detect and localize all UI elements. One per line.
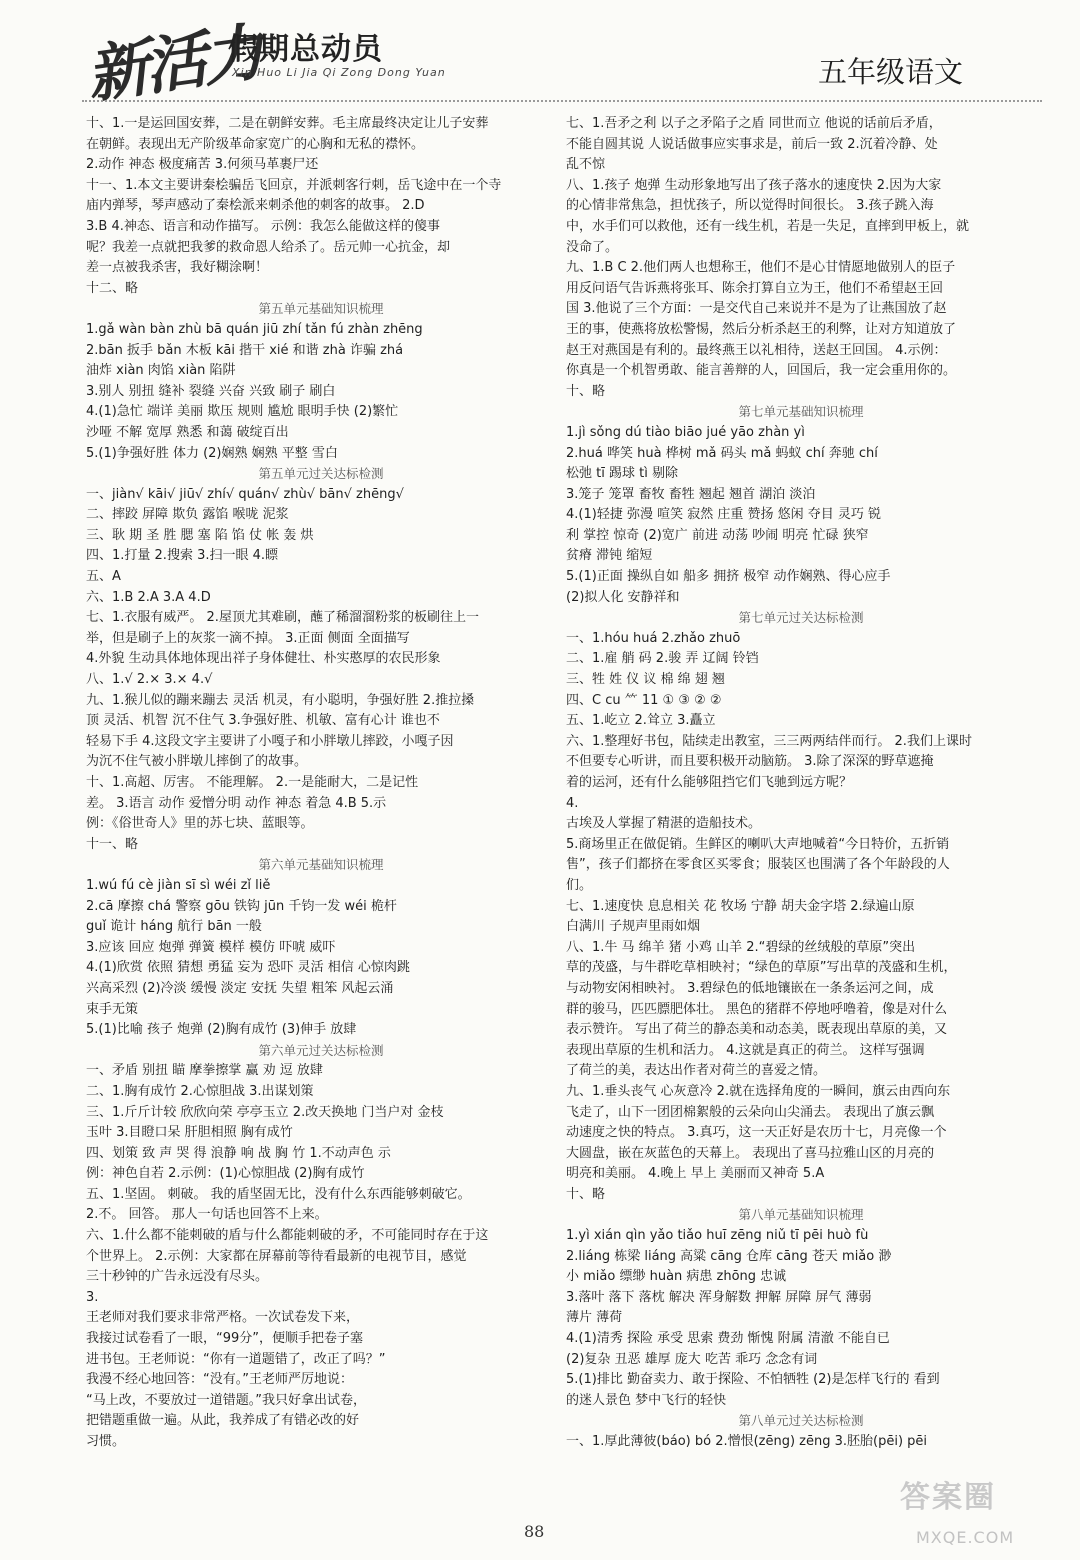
- answer-line: 十、1.高超、厉害。 不能理解。 2.一是能耐大，二是记性: [86, 775, 419, 790]
- answer-line: 五、1.坚固。 刺破。 我的盾坚固无比，没有什么东西能够刺破它。: [86, 1186, 471, 1202]
- answer-line: 4.(1)清秀 探险 承受 思索 费劲 惭愧 附属 清澈 不能自已: [566, 1331, 890, 1347]
- answer-line: 七、1.吾矛之利 以子之矛陷子之盾 同世而立 他说的话前后矛盾，: [566, 116, 942, 131]
- section-title: 第七单元基础知识梳理: [738, 404, 864, 420]
- answer-line: 不能自圆其说 人说话做事应实事求是，前后一致 2.沉着冷静、处: [566, 136, 938, 152]
- answer-line: 玉叶 3.目瞪口呆 肝胆相照 胸有成竹: [86, 1125, 293, 1141]
- answer-line: 草的茂盛，与牛群吃草相映衬；“绿色的草原”写出草的茂盛和生机，: [566, 960, 957, 976]
- answer-line: 个世界上。 2.示例：大家都在屏幕前等待看最新的电视节目，感觉: [86, 1248, 467, 1264]
- answer-line: 动速度之快的特点。 3.真巧，这一天正好是农历十七，月亮像一个: [566, 1125, 947, 1141]
- watermark-url: MXQE.COM: [916, 1528, 1015, 1547]
- answer-line: 国 3.他说了三个方面：一是交代自己来说并不是为了让燕国放了赵: [566, 301, 947, 317]
- answer-line: 一、1.hóu huá 2.zhǎo zhuō: [566, 630, 741, 646]
- grade-subject: 五年级语文: [818, 55, 964, 89]
- answer-line: 六、1.B 2.A 3.A 4.D: [86, 589, 211, 605]
- answer-line: 与动物安闲相映衬。 3.碧绿色的低地镶嵌在一条条运河之间，成: [566, 980, 934, 996]
- answer-line: 例：《俗世奇人》里的苏七块、蓝眼等。: [86, 816, 314, 832]
- answer-line: 十、1.一是运回国安葬，二是在朝鲜安葬。毛主席最终决定让儿子安葬: [86, 116, 489, 131]
- page-header: [0, 0, 1080, 110]
- answer-line: 差一点被我杀害，我好糊涂啊！: [86, 260, 269, 276]
- answer-line: 松弛 tī 踢球 tì 剔除: [566, 466, 678, 482]
- answer-line: 的迷人景色 梦中飞行的轻快: [566, 1392, 727, 1408]
- answer-line: 三十秒钟的广告永远没有尽头。: [86, 1269, 269, 1285]
- answer-line: 顶 灵活、机智 沉不住气 3.争强好胜、机敏、富有心计 谁也不: [86, 713, 440, 729]
- answer-line: (2)复杂 丑恶 雄厚 庞大 吃苦 乖巧 念念有词: [566, 1351, 818, 1367]
- answer-line: 2.huá 哗笑 huà 桦树 mǎ 码头 mǎ 蚂蚁 chí 奔驰 chí: [566, 445, 878, 461]
- section-title: 第五单元过关达标检测: [258, 466, 384, 482]
- answer-line: 二、1.雇 艄 码 2.骏 弄 辽阔 铃铛: [566, 651, 759, 667]
- answer-line: 表现出草原的生机和活力。 4.这就是真正的荷兰。 这样写强调: [566, 1042, 925, 1058]
- answer-line: 5.(1)正面 操纵自如 船多 拥挤 极窄 动作娴熟、得心应手: [566, 569, 891, 585]
- answer-line: 王老师对我们要求非常严格。一次试卷发下来，: [86, 1310, 360, 1326]
- answer-line: 2.bān 扳手 bǎn 木板 kāi 揩干 xié 和谐 zhà 诈骗 zhá: [86, 342, 404, 358]
- answer-line: 白满川 子规声里雨如烟: [566, 919, 701, 935]
- answer-line: 2.不。 回答。 那人一句话也回答不上来。: [86, 1207, 328, 1223]
- answer-line: 1.wú fú cè jiàn sī sì wéi zǐ liě: [86, 877, 271, 893]
- answer-line: 1.yì xián qìn yǎo tiǎo huī zēng niǔ tī pēi huò fù: [566, 1228, 869, 1244]
- answer-line: 油炸 xiàn 肉馅 xiàn 陷阱: [86, 363, 236, 379]
- answer-line: 薄片 薄荷: [566, 1310, 623, 1326]
- answer-line: 兴高采烈 (2)冷淡 缓慢 淡定 安抚 失望 粗笨 风起云涌: [86, 980, 394, 996]
- series-title: 假期总动员: [228, 32, 383, 67]
- answer-line: 为沉不住气被小胖墩儿摔倒了的故事。: [86, 754, 308, 770]
- answer-line: 把错题重做一遍。从此，我养成了有错必改的好: [86, 1413, 360, 1429]
- answer-line: 在朝鲜。表现出无产阶级革命家宽广的心胸和无私的襟怀。: [86, 136, 425, 152]
- answer-line: 三、耿 期 圣 胜 腮 塞 陷 馅 仗 帐 轰 烘: [86, 527, 314, 543]
- answer-line: 七、1.衣服有威严。 2.屋顶尤其难刷，蘸了稀溜溜粉浆的板刷往上一: [86, 610, 479, 626]
- answer-line: 2.liáng 栋梁 liáng 高粱 cāng 仓库 cāng 苍天 miǎo 渺: [566, 1248, 892, 1264]
- answer-line: 飞走了，山下一团团棉絮般的云朵向山尖涌去。 表现出了旗云飘: [566, 1104, 935, 1120]
- answer-line: (2)拟人化 安静祥和: [566, 589, 680, 605]
- answer-line: 十一、略: [86, 836, 139, 852]
- answer-line: 王的事，使燕将放松警惕，然后分析杀赵王的利弊，让对方知道放了: [566, 321, 957, 337]
- answer-line: 用反问语气告诉燕将张耳、陈余打算自立为王，他们不希望赵王回: [566, 280, 944, 296]
- answer-line: 没命了。: [566, 239, 619, 255]
- header-divider: [82, 100, 1042, 102]
- answer-line: 进书包。王老师说：“你有一道题错了，改正了吗？”: [86, 1351, 386, 1367]
- answer-line: 你真是一个机智勇敢、能言善辩的人，回国后，我一定会重用你的。: [566, 363, 957, 379]
- answer-line: guǐ 诡计 háng 航行 bān 一般: [86, 919, 262, 935]
- answer-line: 二、摔跤 屏障 欺负 露馅 喉咙 泥浆: [86, 507, 289, 523]
- answer-line: 贫瘠 滞钝 缩短: [566, 548, 653, 564]
- answer-line: 举，但是刷子上的灰浆一滴不掉。 3.正面 侧面 全面描写: [86, 630, 410, 646]
- answer-line: 三、1.斤斤计较 欣欣向荣 亭亭玉立 2.改天换地 门当户对 金枝: [86, 1104, 444, 1120]
- answer-line: 2.动作 神态 极度痛苦 3.何须马革裹尸还: [86, 157, 319, 173]
- answer-line: 二、1.胸有成竹 2.心惊胆战 3.出谋划策: [86, 1083, 314, 1099]
- answer-line: 5.商场里正在做促销。生鲜区的喇叭大声地喊着“今日特价，五折销: [566, 836, 950, 852]
- answer-line: 4.: [566, 795, 579, 811]
- section-title: 第五单元基础知识梳理: [258, 301, 384, 317]
- answer-line: 轻易下手 4.这段文字主要讲了小嘎子和小胖墩儿摔跤，小嘎子因: [86, 733, 454, 749]
- answer-line: 八、1.孩子 炮弹 生动形象地写出了孩子落水的速度快 2.因为大家: [566, 177, 942, 193]
- answer-line: 十二、略: [86, 280, 139, 296]
- answer-line: 售”，孩子们都挤在零食区买零食；服装区也围满了各个年龄段的人: [566, 857, 950, 873]
- answer-line: 3.B 4.神态、语言和动作描写。 示例：我怎么能做这样的傻事: [86, 218, 440, 234]
- section-title: 第八单元基础知识梳理: [738, 1207, 864, 1223]
- answer-line: 群的骏马，匹匹膘肥体壮。 黑色的猪群不停地呼噜着，像是对什么: [566, 1001, 948, 1017]
- answer-line: “马上改，不要放过一道错题。”我只好拿出试卷，: [86, 1392, 366, 1408]
- answer-line: 庙内弹琴，琴声感动了秦桧派来刺杀他的刺客的故事。 2.D: [86, 198, 425, 214]
- answer-line: 明亮和美丽。 4.晚上 早上 美丽而又神奇 5.A: [566, 1166, 825, 1182]
- answer-line: 五、1.屹立 2.耸立 3.矗立: [566, 713, 716, 729]
- answer-line: 习惯。: [86, 1434, 126, 1449]
- answer-line: 4.外貌 生动具体地体现出祥子身体健壮、朴实憨厚的农民形象: [86, 651, 441, 667]
- brand-logo: 新活力: [82, 15, 265, 112]
- answer-line: 六、1.整理好书包，陆续走出教室，三三两两结伴而行。 2.我们上课时: [566, 733, 972, 749]
- answer-column-left: [86, 114, 556, 1514]
- answer-line: 九、1.垂头丧气 心灰意冷 2.就在选择角度的一瞬间，旗云由西向东: [566, 1083, 951, 1099]
- answer-line: 1.jì sǒng dú tiào biāo jué yāo zhàn yì: [566, 424, 805, 440]
- answer-line: 赵王对燕国是有利的。最终燕王以礼相待，送赵王回国。 4.示例：: [566, 342, 947, 358]
- answer-line: 5.(1)比喻 孩子 炮弹 (2)胸有成竹 (3)伸手 放肆: [86, 1022, 357, 1038]
- answer-line: 九、1.猴儿似的蹦来蹦去 灵活 机灵，有小聪明，争强好胜 2.推拉搡: [86, 692, 475, 708]
- answer-line: 4.(1)急忙 端详 美丽 欺压 规则 尴尬 眼明手快 (2)繁忙: [86, 404, 399, 420]
- answer-line: 5.(1)排比 勤奋卖力、敢于探险、不怕牺牲 (2)是怎样飞行的 看到: [566, 1372, 940, 1388]
- answer-line: 四、划策 致 声 哭 得 浪静 响 战 胸 竹 1.不动声色 示: [86, 1145, 391, 1161]
- answer-line: 沙哑 不解 宽厚 熟悉 和蔼 破绽百出: [86, 424, 289, 440]
- answer-line: 乱不惊: [566, 157, 606, 173]
- answer-line: 束手无策: [86, 1001, 139, 1017]
- answer-line: 表示赞许。 写出了荷兰的静态美和动态美，既表现出草原的美，又: [566, 1022, 948, 1038]
- answer-line: 五、A: [86, 569, 121, 585]
- answer-line: 八、1.牛 马 绵羊 猪 小鸡 山羊 2.“碧绿的丝绒般的草原”突出: [566, 939, 916, 955]
- watermark-logo: 答案圈: [900, 1480, 996, 1515]
- answer-line: 着的运河，还有什么能够阻挡它们飞驰到远方呢？: [566, 775, 853, 790]
- answer-line: 八、1.√ 2.× 3.× 4.√: [86, 672, 213, 688]
- answer-line: 3.应该 回应 炮弹 弹簧 模样 模仿 吓唬 威吓: [86, 939, 336, 955]
- answer-line: 古埃及人掌握了精湛的造船技术。: [566, 816, 762, 832]
- answer-line: 3.笼子 笼罩 畜牧 畜牲 翘起 翘首 湖泊 淡泊: [566, 486, 816, 502]
- answer-line: 四、1.打量 2.搜索 3.扫一眼 4.瞟: [86, 548, 279, 564]
- answer-line: 小 miǎo 缥缈 huàn 病患 zhōng 忠诚: [566, 1269, 787, 1285]
- answer-line: 5.(1)争强好胜 体力 (2)娴熟 娴熟 平整 雪白: [86, 445, 338, 461]
- answer-line: 3.别人 别扭 缝补 裂缝 兴奋 兴致 刷子 刷白: [86, 383, 336, 399]
- answer-line: 我漫不经心地回答：“没有。”王老师严厉地说：: [86, 1372, 353, 1388]
- answer-line: 的心情非常焦急，担忧孩子，所以觉得时间很长。 3.孩子跳入海: [566, 198, 934, 214]
- answer-line: 4.(1)欣赏 依照 猜想 勇猛 妄为 恐吓 灵活 相信 心惊肉跳: [86, 960, 410, 976]
- page-number: 88: [524, 1522, 545, 1541]
- section-title: 第六单元过关达标检测: [258, 1042, 384, 1058]
- answer-line: 了荷兰的美，表达出作者对荷兰的喜爱之情。: [566, 1063, 827, 1079]
- answer-line: 一、jiàn√ kāi√ jiū√ zhí√ quán√ zhù√ bān√ zhēng√: [86, 486, 404, 502]
- answer-column-right: [566, 114, 1036, 1514]
- section-title: 第七单元过关达标检测: [738, 610, 864, 626]
- answer-line: 们。: [566, 877, 593, 893]
- answer-line: 3.: [86, 1289, 99, 1305]
- section-title: 第八单元过关达标检测: [738, 1413, 864, 1429]
- answer-line: 四、C cu ⺮ 11 ① ③ ② ②: [566, 692, 722, 708]
- answer-line: 3.落叶 落下 落枕 解决 浑身解数 押解 屏障 屏气 薄弱: [566, 1289, 872, 1305]
- answer-line: 不但要专心听讲，而且要积极开动脑筋。 3.除了深深的野草遮掩: [566, 754, 934, 770]
- answer-line: 我接过试卷看了一眼，“99分”，便顺手把卷子塞: [86, 1331, 364, 1347]
- section-title: 第六单元基础知识梳理: [258, 857, 384, 873]
- answer-line: 九、1.B C 2.他们两人也想称王，他们不是心甘情愿地做别人的臣子: [566, 260, 956, 276]
- answer-line: 十一、1.本文主要讲秦桧骗岳飞回京，并派刺客行刺，岳飞途中在一个寺: [86, 177, 502, 193]
- answer-line: 中，水手们可以救他，还有一线生机，若是一失足，直摔到甲板上，就: [566, 218, 970, 234]
- answer-line: 六、1.什么都不能刺破的盾与什么都能刺破的矛，不可能同时存在于这: [86, 1228, 489, 1244]
- answer-line: 十、略: [566, 1186, 606, 1202]
- answer-line: 2.cā 摩擦 chá 警察 gōu 铁钩 jūn 千钧一发 wéi 桅杆: [86, 898, 397, 914]
- answer-line: 七、1.速度快 息息相关 花 牧场 宁静 胡夫金字塔 2.绿遍山原: [566, 898, 915, 914]
- answer-line: 差。 3.语言 动作 爱憎分明 动作 神态 着急 4.B 5.示: [86, 795, 387, 811]
- answer-line: 1.gǎ wàn bàn zhù bā quán jiū zhí tǎn fú zhàn zhēng: [86, 321, 423, 337]
- series-pinyin: Xin Huo Li Jia Qi Zong Dong Yuan: [232, 66, 446, 79]
- answer-line: 十、略: [566, 383, 606, 399]
- answer-line: 一、1.厚此薄彼(báo) bó 2.憎恨(zēng) zēng 3.胚胎(pēi) pēi: [566, 1434, 928, 1449]
- answer-line: 三、牲 姓 仪 议 棉 绵 翅 翘: [566, 672, 725, 688]
- answer-line: 例：神色自若 2.示例：(1)心惊胆战 (2)胸有成竹: [86, 1166, 365, 1182]
- answer-line: 呢？我差一点就把我爹的救命恩人给杀了。岳元帅一心抗金，却: [86, 239, 451, 255]
- answer-line: 一、矛盾 别扭 瞄 摩拳擦掌 赢 劝 逗 放肆: [86, 1063, 323, 1079]
- answer-line: 利 掌控 惊奇 (2)宽广 前进 动荡 吵闹 明亮 忙碌 狭窄: [566, 527, 869, 543]
- answer-line: 大圆盘，嵌在灰蓝色的天幕上。 表现出了喜马拉雅山区的月亮的: [566, 1145, 935, 1161]
- answer-line: 4.(1)轻捷 弥漫 喧笑 寂然 庄重 赞扬 悠闲 夺目 灵巧 锐: [566, 507, 882, 523]
